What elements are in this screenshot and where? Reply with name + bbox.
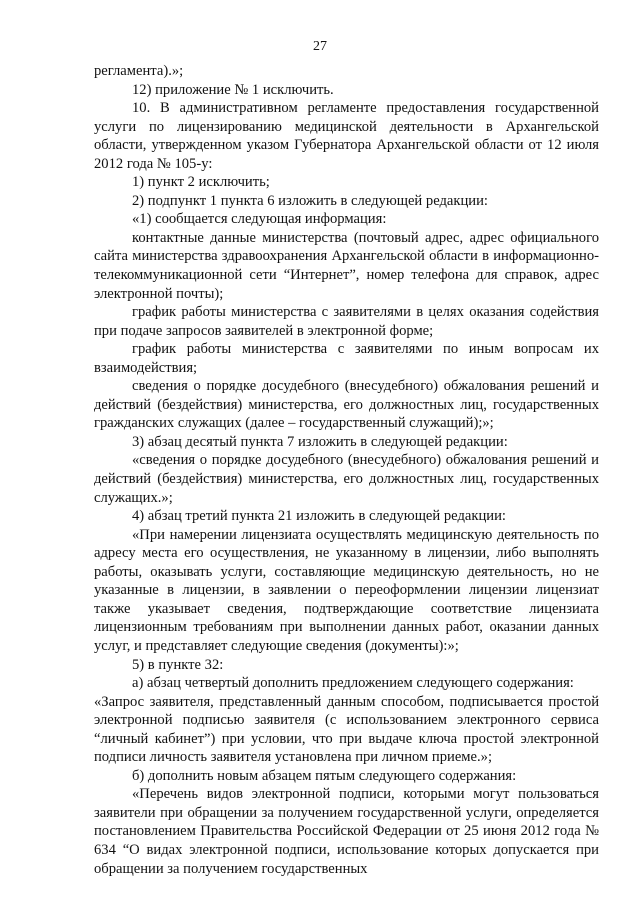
paragraph: «При намерении лицензиата осуществлять медицинскую деятельность по адресу места его осуществления, не указанному в лицензии, либо выполнять работы, оказывать услуги, составляющие медицинскую деятельность, но не указанные в лицензии, в заявлении о переоформлении лицензии лицензиат также указывает сведения, подтверждающие соответствие лицензиата лицензионным требованиям при выполнении данных работ, оказании данных услуг, и представляет следующие сведения (документы):»; [94, 526, 599, 654]
paragraph: график работы министерства с заявителями по иным вопросам их взаимодействия; [94, 341, 599, 376]
paragraph: 2) подпункт 1 пункта 6 изложить в следующей редакции: [132, 192, 488, 209]
paragraph: а) абзац четвертый дополнить предложением следующего содержания: [132, 675, 574, 692]
paragraph: 10. В административном регламенте предоставления государственной услуги по лицензированию медицинской деятельности в Архангельской области, утвержденном указом Губернатора Архангельской области от 12 июля 2012 года № 105-у: [94, 100, 599, 172]
paragraph: сведения о порядке досудебного (внесудебного) обжалования решений и действий (бездействия) министерства, его должностных лиц, государственных гражданских служащих (далее – государственный служащий);»; [94, 378, 599, 432]
paragraph: регламента).»; [94, 63, 184, 79]
paragraph: 5) в пункте 32: [132, 656, 224, 673]
paragraph: «1) сообщается следующая информация: [132, 211, 387, 228]
paragraph: «сведения о порядке досудебного (внесудебного) обжалования решений и действий (бездействия) министерства, его должностных лиц, государственных служащих.»; [94, 452, 599, 506]
paragraph: б) дополнить новым абзацем пятым следующего содержания: [132, 767, 517, 784]
paragraph: 1) пункт 2 исключить; [132, 174, 270, 191]
paragraph: «Запрос заявителя, представленный данным способом, подписывается простой электронной подписью заявителя (с использованием электронного сервиса “личный кабинет”) при условии, что при выдаче ключа простой электронной подписи личность заявителя установлена при личном приеме.»; [94, 693, 599, 766]
paragraph: график работы министерства с заявителями в целях оказания содействия при подаче запросов заявителей в электронной форме; [94, 304, 599, 339]
paragraph: 4) абзац третий пункта 21 изложить в следующей редакции: [132, 508, 506, 525]
page-number: 27 [313, 39, 327, 54]
paragraph: 12) приложение № 1 исключить. [132, 81, 334, 98]
paragraph: контактные данные министерства (почтовый адрес, адрес официального сайта министерства здравоохранения Архангельской области в информационно-телекоммуникационной сети “Интернет”, номер телефона для справок, адрес электронной почты); [94, 229, 599, 302]
document-body [94, 62, 599, 878]
paragraph: «Перечень видов электронной подписи, которыми могут пользоваться заявители при обращении за получением государственной услуги, определяется постановлением Правительства Российской Федерации от 25 июня 2012 года № 634 “О видах электронной подписи, использование которых допускается при обращении за получением государственных [94, 786, 599, 877]
paragraph: 3) абзац десятый пункта 7 изложить в следующей редакции: [132, 433, 508, 450]
